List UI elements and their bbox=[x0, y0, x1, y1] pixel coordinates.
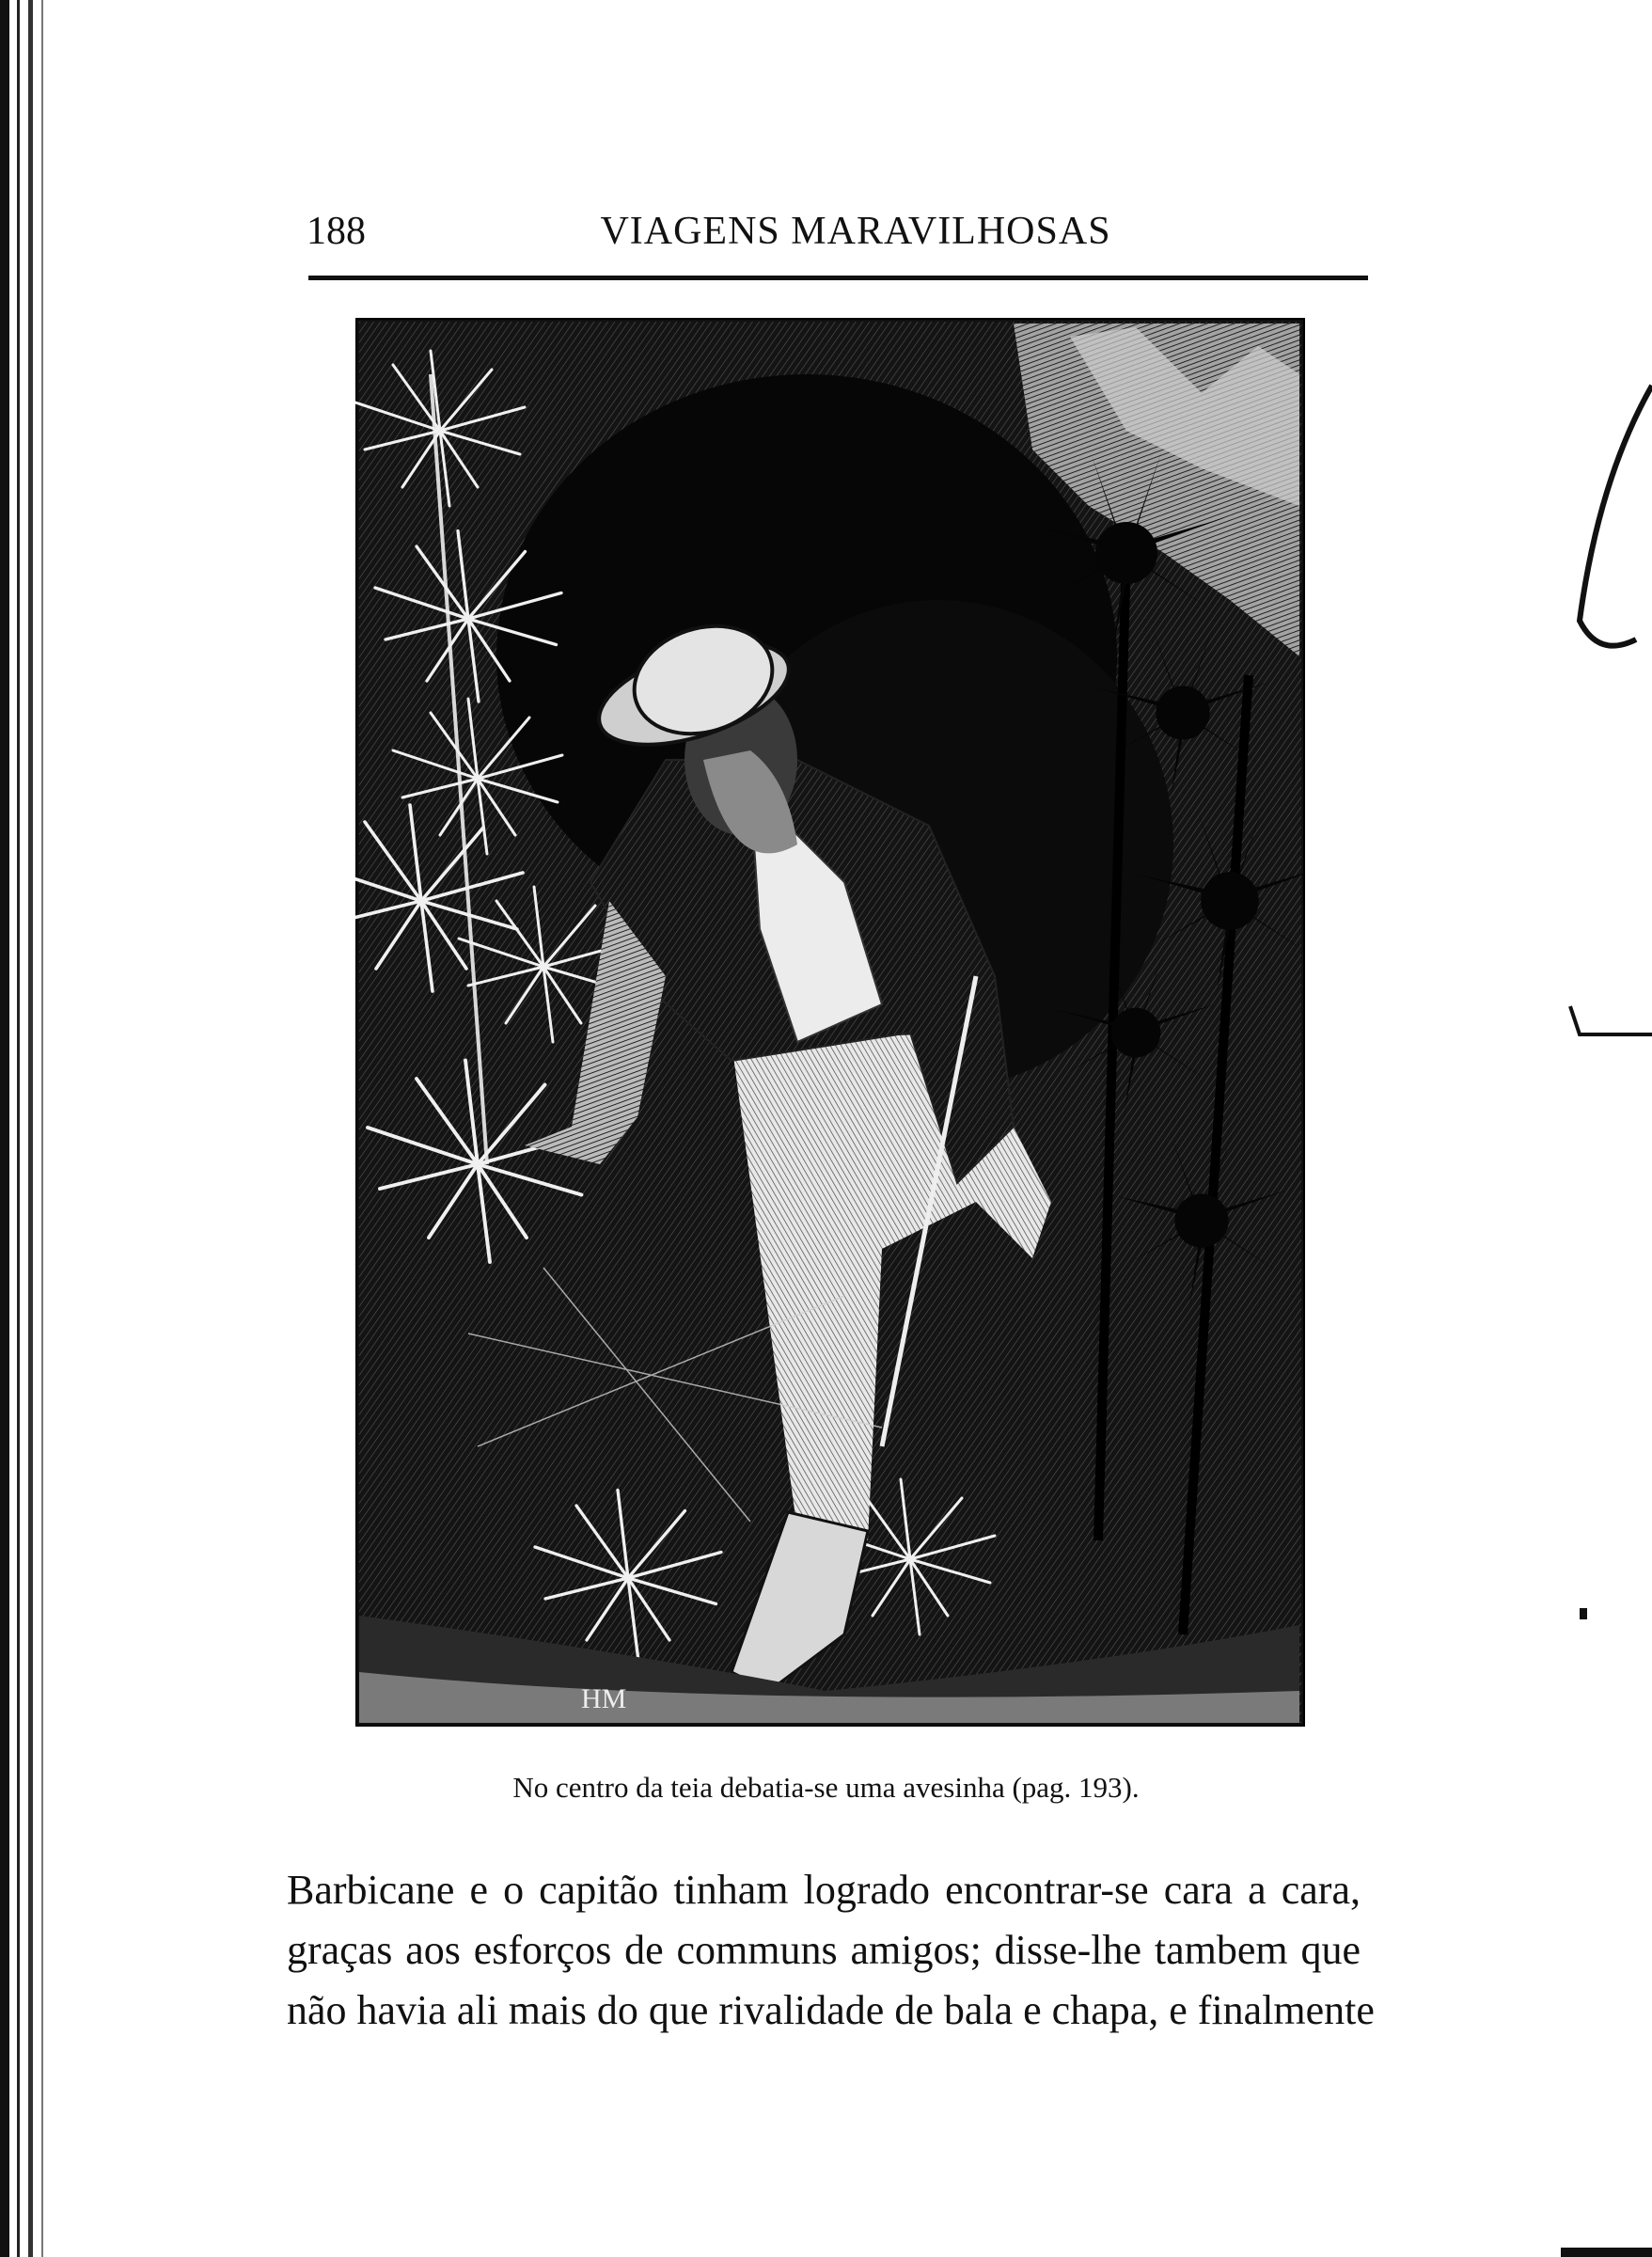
right-edge-bleed-marks bbox=[1542, 357, 1652, 2257]
engraver-signature: HM bbox=[581, 1683, 627, 1714]
body-line-1: Barbicane e o capitão tinham logrado encontrar-se cara a cara, bbox=[287, 1867, 1361, 1913]
body-line-2: graças aos esforços de communs amigos; disse-lhe tambem que bbox=[287, 1927, 1361, 1973]
page-number: 188 bbox=[307, 210, 366, 253]
running-head: VIAGENS MARAVILHOSAS bbox=[600, 210, 1111, 253]
illustration-caption: No centro da teia debatia-se uma avesinha (pag. 193). bbox=[512, 1771, 1140, 1804]
header-rule bbox=[308, 276, 1368, 280]
engraving-illustration bbox=[355, 318, 1305, 1727]
body-line-3: não havia ali mais do que rivalidade de bala e chapa, e finalmente bbox=[287, 1987, 1375, 2033]
body-text bbox=[287, 1860, 1375, 2041]
book-spine-edge bbox=[0, 0, 58, 2257]
